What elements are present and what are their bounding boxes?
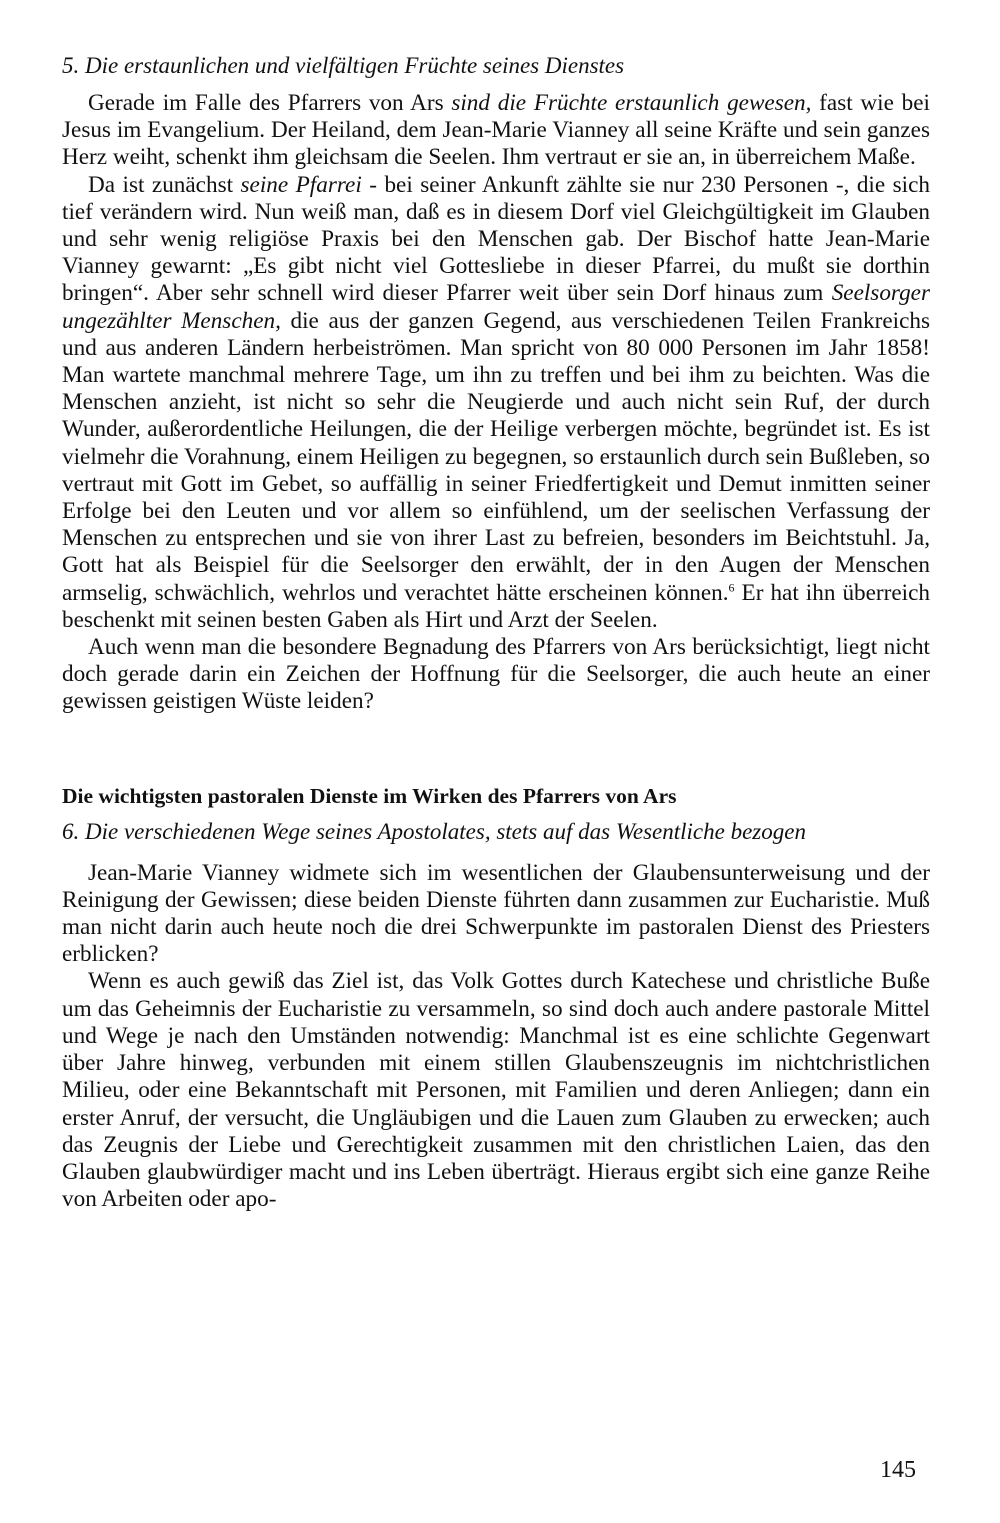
paragraph-6-1: Jean-Marie Vianney widmete sich im wesentlichen der Glaubensunterweisung und der Reinigung der Gewissen; diese beiden Dienste führten dann zusammen zur Eucharistie. Muß man nicht darin auch heute noch die drei Schwerpunkte im pastoralen Dienst des Priesters erblicken? <box>62 859 930 968</box>
emphasis-text: Seelsorger ungezählter Menschen, <box>62 280 930 334</box>
text-run: die aus der ganzen Gegend, aus verschiedenen Teilen Frankreichs und aus anderen Ländern herbeiströmen. Man spricht von 80 000 Personen im Jahr 1858! Man wartete manchmal mehrere Tage, um ihn zu treffen und bei ihm zu beichten. Was die Menschen anzieht, ist nicht so sehr die Neugierde und auch nicht sein Ruf, der durch Wunder, außerordentliche Heilungen, die der Heilige verbergen möchte, begründet ist. Es ist vielmehr die Vorahnung, einem Heiligen zu begegnen, so erstaunlich durch sein Bußleben, so vertraut mit Gott im Gebet, so auffällig in seiner Friedfertigkeit und Demut inmitten seiner Erfolge bei den Leuten und vor allem so einfühlend, um der seelischen Verfassung der Menschen zu entsprechen und sie von ihrer Last zu befreien, besonders im Beichtstuhl. Ja, Gott hat als Beispiel für die Seelsorger den erwählt, der in den Augen der Menschen armselig, schwächlich, wehrlos und verachtet hätte erscheinen können. <box>62 307 930 606</box>
text-run: Gerade im Falle des Pfarrers von Ars <box>88 90 452 116</box>
text-run: fast wie bei Jesus im Evangelium. Der Heiland, dem Jean-Marie Vianney all seine Kräfte und sein ganzes Herz weiht, schenkt ihm gleichsam die Seelen. Ihm vertraut er sie an, in überreichem Maße. <box>62 90 930 171</box>
page-number: 145 <box>880 1457 916 1483</box>
subsection-title-6: 6. Die verschiedenen Wege seines Apostolates, stets auf das Wesentliche bezogen <box>62 818 806 844</box>
emphasis-text: sind die Früchte erstaunlich gewesen, <box>451 90 812 116</box>
page-body <box>62 52 930 1213</box>
section-heading: Die wichtigsten pastoralen Dienste im Wirken des Pfarrers von Ars <box>62 783 677 808</box>
text-run: Er hat ihn überreich beschenkt mit seinen besten Gaben als Hirt und Arzt der Seelen. <box>62 579 930 633</box>
footnote-marker: 6 <box>728 579 735 594</box>
text-run: - bei seiner Ankunft zählte sie nur 230 Personen -, die sich tief verändern wird. Nun weiß man, daß es in diesem Dorf viel Gleichgültigkeit im Glauben und sehr wenig religiöse Praxis bei den Menschen gab. Der Bischof hatte Jean-Marie Vianney gewarnt: „Es gibt nicht viel Gottesliebe in dieser Pfarrei, du mußt sie dorthin bringen“. Aber sehr schnell wird dieser Pfarrer weit über sein Dorf hinaus zum <box>62 171 930 307</box>
subsection-title-5: 5. Die erstaunlichen und vielfältigen Früchte seines Dienstes <box>62 53 625 78</box>
paragraph-5-1 <box>62 90 930 172</box>
paragraph-6-2: Wenn es auch gewiß das Ziel ist, das Volk Gottes durch Katechese und christliche Buße um das Geheimnis der Eucharistie zu versammeln, so sind doch auch andere pastorale Mittel und Wege je nach den Umständen notwendig: Manchmal ist es eine schlichte Gegenwart über Jahre hinweg, verbunden mit einem stillen Glaubenszeugnis im nichtchristlichen Milieu, oder eine Bekanntschaft mit Personen, mit Familien und deren Anliegen; dann ein erster Anruf, der versucht, die Ungläubigen und die Lauen zum Glauben zu erwecken; auch das Zeugnis der Liebe und Gerechtigkeit zusammen mit den christlichen Laien, das den Glauben glaubwürdiger macht und ins Leben überträgt. Hieraus ergibt sich eine ganze Reihe von Arbeiten oder apo- <box>62 968 930 1213</box>
text-run: Da ist zunächst <box>88 171 241 198</box>
emphasis-text: seine Pfarrei <box>240 171 362 198</box>
paragraph-5-3: Auch wenn man die besondere Begnadung des Pfarrers von Ars berücksichtigt, liegt nicht doch gerade darin ein Zeichen der Hoffnung für die Seelsorger, die auch heute an einer gewissen geistigen Wüste leiden? <box>62 634 930 715</box>
paragraph-5-2 <box>62 172 930 634</box>
